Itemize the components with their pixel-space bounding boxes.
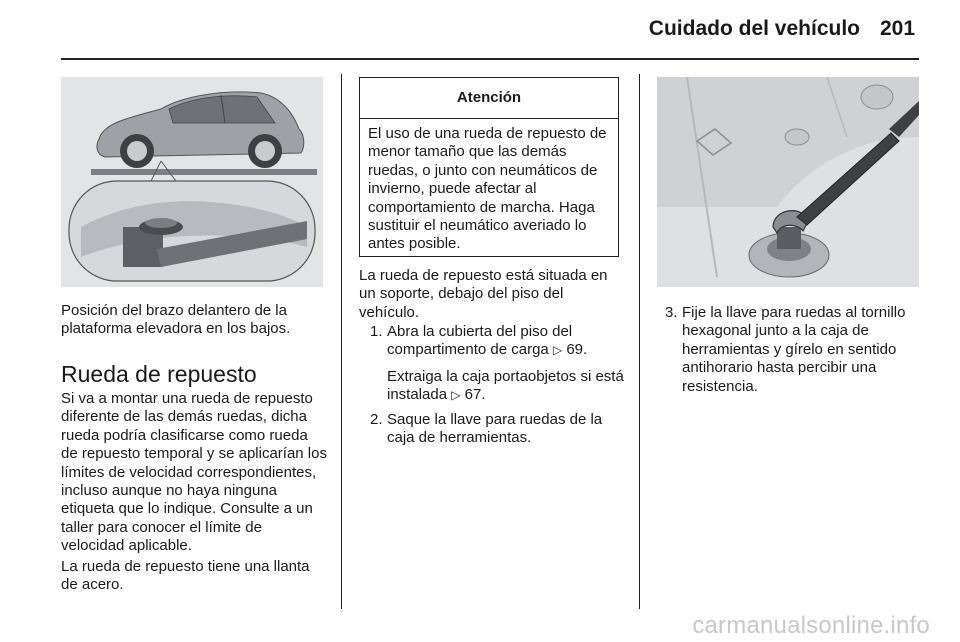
car-lift-figure	[61, 77, 323, 287]
page-number: 201	[880, 17, 916, 40]
paragraph-temporary-spare: Si va a montar una rueda de repuesto diferente de las demás ruedas, dicha rueda podría clasificarse como rueda de repuesto temporal y se aplicarían los límites de velocidad correspondientes, incluso aunque no haya ninguna etiqueta que lo indique. Consulte a un taller para conocer el límite de velocidad aplicable.	[61, 390, 327, 555]
step-text: Fije la llave para ruedas al tornillo hexagonal junto a la caja de herramientas y gírelo en sentido antihorario hasta percibir una resistencia.	[682, 304, 906, 395]
paragraph-steel-rim: La rueda de repuesto tiene una llanta de acero.	[61, 558, 310, 594]
wrench-figure	[657, 77, 919, 287]
car-lift-illustration	[61, 77, 323, 287]
step-text: Saque la llave para ruedas de la caja de herramientas.	[387, 411, 603, 447]
header-rule	[61, 58, 919, 60]
running-header-title: Cuidado del vehículo	[648, 17, 860, 40]
watermark: carmanualsonline.info	[692, 612, 930, 639]
page-reference[interactable]: 69.	[566, 341, 588, 359]
substep-text: Extraiga la caja portaobjetos si está instalada	[387, 368, 624, 404]
warning-text: El uso de una rueda de repuesto de menor tamaño que las demás ruedas, o junto con neumáticos de invierno, puede afectar al comportamiento de marcha. Haga sustituir el neumático averiado lo antes posible.	[368, 125, 607, 253]
wrench-illustration	[657, 77, 919, 287]
step-text	[387, 323, 629, 360]
step-number: 3.	[665, 304, 678, 321]
step-1-text: Abra la cubierta del piso del compartimento de carga	[387, 323, 573, 359]
page-ref-arrow-icon: ▷	[451, 388, 461, 403]
step-number: 1.	[370, 323, 383, 340]
paragraph-spare-location: La rueda de repuesto está situada en un soporte, debajo del piso del vehículo.	[359, 267, 608, 321]
column-divider-right	[639, 74, 640, 609]
page-reference[interactable]: 67.	[464, 386, 486, 404]
column-divider-left	[341, 74, 342, 609]
step-1-substep	[387, 368, 627, 405]
warning-title: Atención	[360, 78, 618, 119]
figure-caption: Posición del brazo delantero de la plataforma elevadora en los bajos.	[61, 302, 291, 338]
warning-box	[359, 77, 619, 257]
page-ref-arrow-icon: ▷	[552, 343, 563, 358]
step-number: 2.	[370, 411, 383, 428]
section-heading: Rueda de repuesto	[61, 361, 257, 387]
